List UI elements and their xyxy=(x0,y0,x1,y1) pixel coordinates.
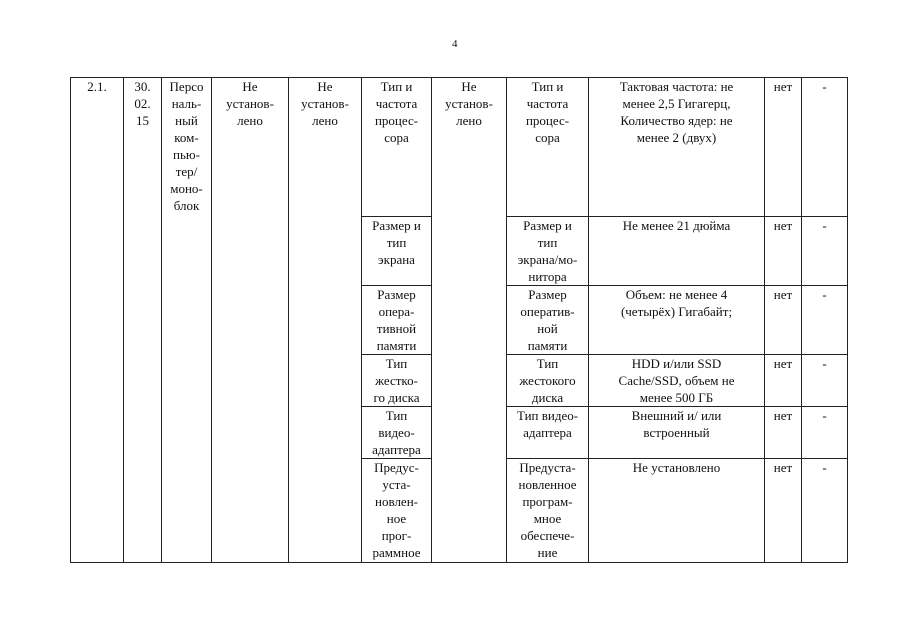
characteristic-value-cell: Объем: не менее 4 (четырёх) Гигабайт; xyxy=(589,286,765,355)
characteristic-value-cell: Тактовая частота: не менее 2,5 Гигагерц, Количество ядер: не менее 2 (двух) xyxy=(589,78,765,217)
requirement-cell-7: Не установ- лено xyxy=(432,78,507,563)
characteristic-value-cell: Не менее 21 дюйма xyxy=(589,217,765,286)
characteristic-name-cell: Предус- уста- новлен- ное прог- раммное xyxy=(362,459,432,563)
page-number: 4 xyxy=(452,38,458,50)
characteristic-value-cell: HDD и/или SSD Cache/SSD, объем не менее 500 ГБ xyxy=(589,355,765,407)
dash-cell: - xyxy=(802,286,848,355)
flag-cell: нет xyxy=(765,407,802,459)
characteristic-value-cell: Внешний и/ или встроенный xyxy=(589,407,765,459)
table-row xyxy=(71,78,848,217)
characteristic-name-cell: Тип видео- адаптера xyxy=(362,407,432,459)
flag-cell: нет xyxy=(765,459,802,563)
characteristic-name-cell: Размер и тип экрана xyxy=(362,217,432,286)
row-number-cell: 2.1. xyxy=(71,78,124,563)
flag-cell: нет xyxy=(765,78,802,217)
characteristic-name-cell-2: Размер оператив- ной памяти xyxy=(507,286,589,355)
flag-cell: нет xyxy=(765,217,802,286)
characteristic-name-cell-2: Тип жестокого диска xyxy=(507,355,589,407)
characteristic-name-cell: Тип жестко- го диска xyxy=(362,355,432,407)
requirement-cell-4: Не установ- лено xyxy=(212,78,289,563)
characteristic-name-cell-2: Тип видео- адаптера xyxy=(507,407,589,459)
characteristic-name-cell-2: Размер и тип экрана/мо- нитора xyxy=(507,217,589,286)
dash-cell: - xyxy=(802,78,848,217)
flag-cell: нет xyxy=(765,355,802,407)
specification-table xyxy=(70,77,848,563)
characteristic-name-cell-2: Тип и частота процес- сора xyxy=(507,78,589,217)
characteristic-name-cell: Размер опера- тивной памяти xyxy=(362,286,432,355)
dash-cell: - xyxy=(802,217,848,286)
dash-cell: - xyxy=(802,407,848,459)
dash-cell: - xyxy=(802,355,848,407)
requirement-cell-5: Не установ- лено xyxy=(289,78,362,563)
characteristic-value-cell: Не установлено xyxy=(589,459,765,563)
characteristic-name-cell: Тип и частота процес- сора xyxy=(362,78,432,217)
flag-cell: нет xyxy=(765,286,802,355)
code-cell: 30. 02. 15 xyxy=(124,78,162,563)
item-name-cell: Персо наль- ный ком- пью- тер/ моно- блок xyxy=(162,78,212,563)
dash-cell: - xyxy=(802,459,848,563)
characteristic-name-cell-2: Предуста- новленное програм- мное обеспече- ние xyxy=(507,459,589,563)
